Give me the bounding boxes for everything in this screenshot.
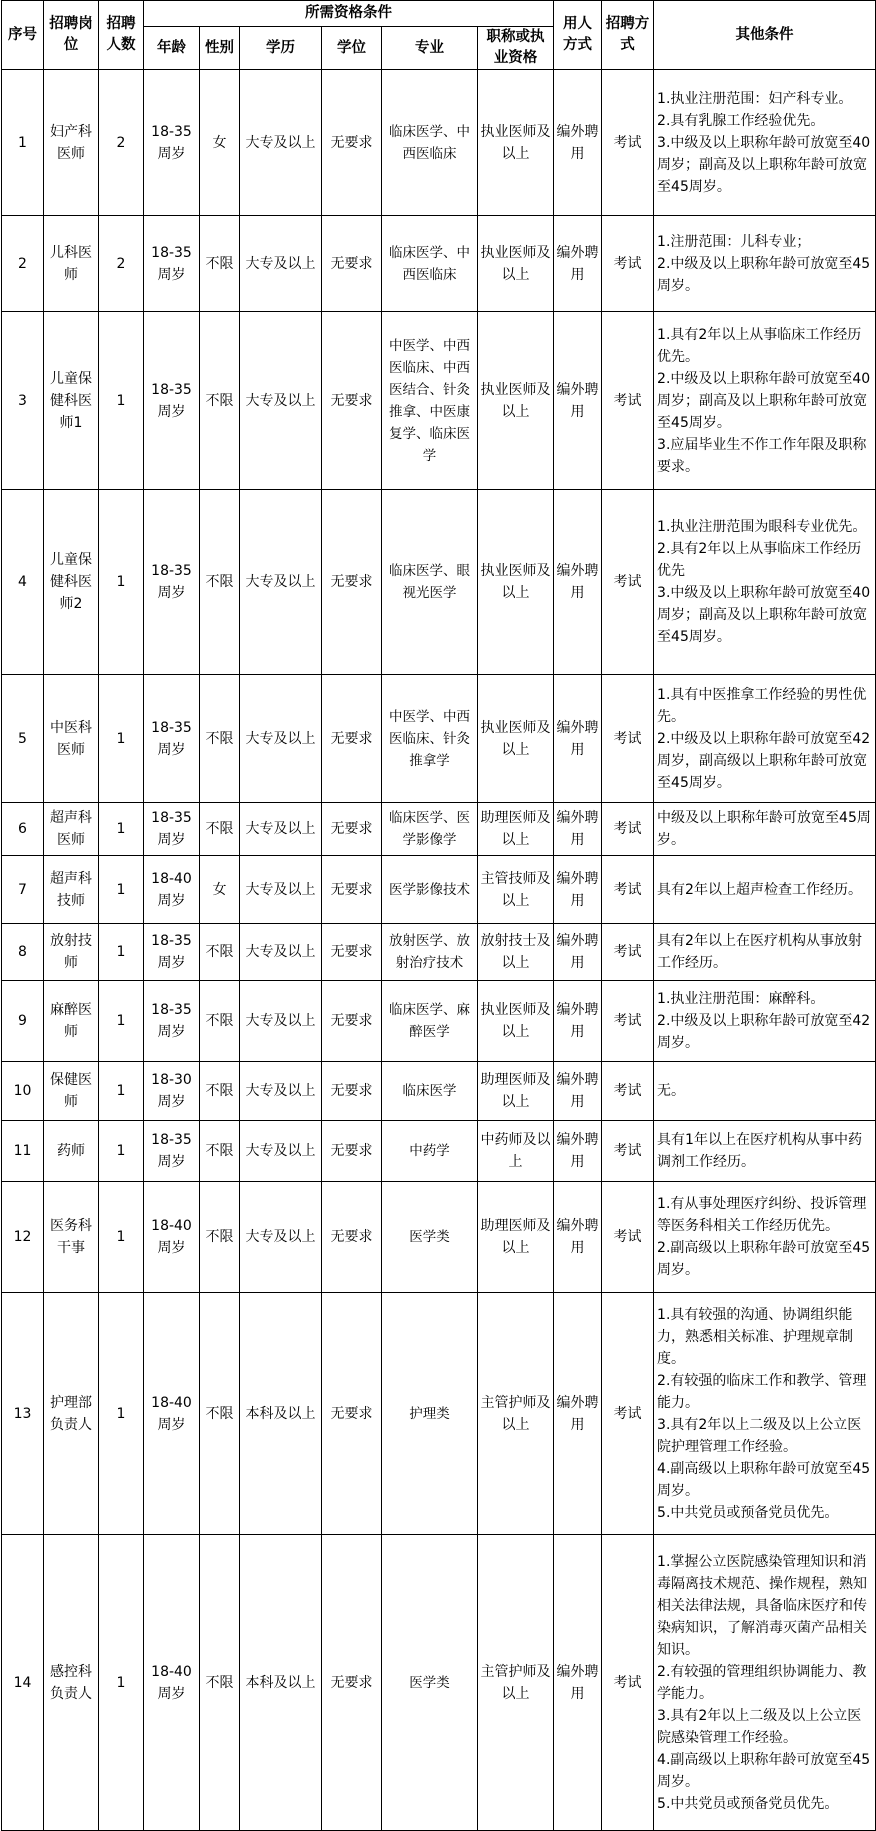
cell-other-conditions (654, 70, 876, 216)
cell-seq: 7 (2, 856, 44, 924)
cell-gender: 女 (200, 70, 240, 216)
cell-age: 18-35周岁 (144, 216, 200, 312)
table-row (2, 856, 876, 924)
cell-major: 临床医学、眼视光医学 (382, 490, 478, 675)
cell-major: 护理类 (382, 1293, 478, 1535)
cell-seq: 14 (2, 1535, 44, 1831)
cell-count: 1 (99, 803, 144, 856)
cell-employment: 编外聘用 (554, 70, 602, 216)
cell-other-conditions (654, 1121, 876, 1182)
cell-employment: 编外聘用 (554, 924, 602, 981)
table-row (2, 312, 876, 490)
other-condition-line: 中级及以上职称年龄可放宽至45周岁。 (657, 810, 871, 848)
cell-seq: 13 (2, 1293, 44, 1535)
other-condition-line: 具有2年以上超声检查工作经历。 (657, 881, 862, 898)
other-condition-line: 1.掌握公立医院感染管理知识和消毒隔离技术规范、操作规程，熟知相关法律法规，具备临床医疗和传染病知识，了解消毒灭菌产品相关知识。 (657, 1553, 868, 1658)
table-row (2, 216, 876, 312)
cell-position: 护理部负责人 (44, 1293, 99, 1535)
cell-seq: 9 (2, 981, 44, 1062)
cell-count: 2 (99, 216, 144, 312)
cell-degree: 无要求 (322, 856, 382, 924)
cell-count: 1 (99, 1182, 144, 1293)
header-other: 其他条件 (654, 1, 876, 70)
header-recruit-method: 招聘方式 (602, 1, 654, 70)
cell-count: 1 (99, 1535, 144, 1831)
cell-title-cert: 助理医师及以上 (478, 803, 554, 856)
other-condition-line: 1.执业注册范围：麻醉科。 (657, 991, 825, 1007)
cell-major: 医学影像技术 (382, 856, 478, 924)
cell-gender: 不限 (200, 1062, 240, 1121)
cell-position: 医务科干事 (44, 1182, 99, 1293)
cell-age: 18-35周岁 (144, 312, 200, 490)
other-condition-line: 3.应届毕业生不作工作年限及职称要求。 (657, 436, 867, 475)
other-condition-line: 1.执业注册范围：妇产科专业。 (657, 90, 853, 107)
cell-degree: 无要求 (322, 924, 382, 981)
cell-position: 超声科技师 (44, 856, 99, 924)
cell-gender: 女 (200, 856, 240, 924)
cell-title-cert: 助理医师及以上 (478, 1062, 554, 1121)
header-row-1 (2, 1, 876, 27)
cell-employment: 编外聘用 (554, 312, 602, 490)
cell-employment: 编外聘用 (554, 1535, 602, 1831)
table-row (2, 675, 876, 803)
cell-major: 中医学、中西医临床、中西医结合、针灸推拿、中医康复学、临床医学 (382, 312, 478, 490)
cell-age: 18-40周岁 (144, 1182, 200, 1293)
cell-major: 临床医学、中西医临床 (382, 216, 478, 312)
cell-position: 儿科医师 (44, 216, 99, 312)
cell-position: 保健医师 (44, 1062, 99, 1121)
cell-count: 1 (99, 312, 144, 490)
cell-title-cert: 主管护师及以上 (478, 1293, 554, 1535)
cell-count: 1 (99, 1062, 144, 1121)
cell-employment: 编外聘用 (554, 1062, 602, 1121)
other-condition-line: 4.副高级以上职称年龄可放宽至45周岁。 (657, 1751, 871, 1790)
cell-seq: 12 (2, 1182, 44, 1293)
cell-seq: 3 (2, 312, 44, 490)
cell-other-conditions (654, 856, 876, 924)
cell-seq: 1 (2, 70, 44, 216)
cell-other-conditions (654, 216, 876, 312)
table-row (2, 803, 876, 856)
cell-age: 18-35周岁 (144, 1121, 200, 1182)
cell-education: 大专及以上 (240, 1182, 322, 1293)
cell-recruit-method: 考试 (602, 312, 654, 490)
cell-count: 1 (99, 490, 144, 675)
cell-major: 医学类 (382, 1182, 478, 1293)
other-condition-line: 2.中级及以上职称年龄可放宽至45周岁。 (657, 255, 871, 294)
other-condition-line: 5.中共党员或预备党员优先。 (657, 1504, 839, 1521)
cell-position: 超声科医师 (44, 803, 99, 856)
table-row (2, 924, 876, 981)
cell-seq: 5 (2, 675, 44, 803)
other-condition-line: 3.具有2年以上二级及以上公立医院感染管理工作经验。 (657, 1707, 862, 1746)
cell-major: 临床医学、中西医临床 (382, 70, 478, 216)
cell-recruit-method: 考试 (602, 856, 654, 924)
other-condition-line: 无。 (657, 1083, 686, 1099)
other-condition-line: 具有2年以上在医疗机构从事放射工作经历。 (657, 933, 862, 971)
cell-employment: 编外聘用 (554, 490, 602, 675)
cell-degree: 无要求 (322, 70, 382, 216)
cell-education: 大专及以上 (240, 490, 322, 675)
cell-employment: 编外聘用 (554, 216, 602, 312)
cell-gender: 不限 (200, 675, 240, 803)
cell-major: 临床医学、麻醉医学 (382, 981, 478, 1062)
table-row (2, 1121, 876, 1182)
cell-seq: 8 (2, 924, 44, 981)
cell-recruit-method: 考试 (602, 981, 654, 1062)
cell-education: 大专及以上 (240, 1062, 322, 1121)
cell-position: 中医科医师 (44, 675, 99, 803)
cell-other-conditions (654, 803, 876, 856)
header-position: 招聘岗位 (44, 1, 99, 70)
cell-other-conditions (654, 924, 876, 981)
header-degree: 学位 (322, 27, 382, 70)
other-condition-line: 2.副高级以上职称年龄可放宽至45周岁。 (657, 1240, 871, 1278)
header-gender: 性别 (200, 27, 240, 70)
cell-major: 中医学、中西医临床、针灸推拿学 (382, 675, 478, 803)
cell-count: 2 (99, 70, 144, 216)
cell-other-conditions (654, 1293, 876, 1535)
cell-degree: 无要求 (322, 216, 382, 312)
recruitment-table (1, 0, 876, 1831)
cell-employment: 编外聘用 (554, 803, 602, 856)
other-condition-line: 3.具有2年以上二级及以上公立医院护理管理工作经验。 (657, 1416, 862, 1455)
cell-recruit-method: 考试 (602, 1535, 654, 1831)
other-condition-line: 2.有较强的管理组织协调能力、教学能力。 (657, 1663, 867, 1702)
table-row (2, 1182, 876, 1293)
cell-major: 中药学 (382, 1121, 478, 1182)
cell-gender: 不限 (200, 1121, 240, 1182)
cell-position: 放射技师 (44, 924, 99, 981)
header-title-cert: 职称或执业资格 (478, 27, 554, 70)
table-body (2, 70, 876, 1831)
cell-degree: 无要求 (322, 675, 382, 803)
cell-employment: 编外聘用 (554, 856, 602, 924)
table-row (2, 1535, 876, 1831)
cell-recruit-method: 考试 (602, 1062, 654, 1121)
cell-position: 感控科负责人 (44, 1535, 99, 1831)
cell-seq: 2 (2, 216, 44, 312)
cell-gender: 不限 (200, 1535, 240, 1831)
cell-education: 大专及以上 (240, 675, 322, 803)
cell-title-cert: 执业医师及以上 (478, 216, 554, 312)
cell-title-cert: 执业医师及以上 (478, 70, 554, 216)
other-condition-line: 2.中级及以上职称年龄可放宽至42周岁，副高级以上职称年龄可放宽至45周岁。 (657, 730, 871, 791)
cell-gender: 不限 (200, 924, 240, 981)
other-condition-line: 1.注册范围：儿科专业； (657, 233, 811, 250)
cell-title-cert: 中药师及以上 (478, 1121, 554, 1182)
cell-title-cert: 执业医师及以上 (478, 312, 554, 490)
cell-other-conditions (654, 312, 876, 490)
cell-education: 大专及以上 (240, 1121, 322, 1182)
cell-education: 大专及以上 (240, 312, 322, 490)
other-condition-line: 1.具有2年以上从事临床工作经历优先。 (657, 326, 862, 365)
other-condition-line: 3.中级及以上职称年龄可放宽至40周岁；副高及以上职称年龄可放宽至45周岁。 (657, 585, 871, 645)
cell-major: 临床医学、医学影像学 (382, 803, 478, 856)
other-condition-line: 1.执业注册范围为眼科专业优先。 (657, 519, 867, 535)
cell-employment: 编外聘用 (554, 1121, 602, 1182)
cell-degree: 无要求 (322, 1293, 382, 1535)
cell-age: 18-30周岁 (144, 1062, 200, 1121)
other-condition-line: 1.有从事处理医疗纠纷、投诉管理等医务科相关工作经历优先。 (657, 1196, 867, 1234)
cell-seq: 6 (2, 803, 44, 856)
cell-count: 1 (99, 981, 144, 1062)
header-count: 招聘人数 (99, 1, 144, 70)
cell-title-cert: 放射技士及以上 (478, 924, 554, 981)
cell-age: 18-35周岁 (144, 70, 200, 216)
cell-employment: 编外聘用 (554, 1293, 602, 1535)
cell-age: 18-35周岁 (144, 490, 200, 675)
other-condition-line: 1.具有较强的沟通、协调组织能力，熟悉相关标准、护理规章制度。 (657, 1306, 854, 1367)
cell-seq: 4 (2, 490, 44, 675)
other-condition-line: 5.中共党员或预备党员优先。 (657, 1795, 839, 1812)
header-qualification-group: 所需资格条件 (144, 1, 554, 27)
table-row (2, 1062, 876, 1121)
cell-recruit-method: 考试 (602, 1182, 654, 1293)
cell-seq: 11 (2, 1121, 44, 1182)
cell-gender: 不限 (200, 981, 240, 1062)
cell-gender: 不限 (200, 1182, 240, 1293)
cell-other-conditions (654, 1535, 876, 1831)
cell-education: 大专及以上 (240, 924, 322, 981)
header-education: 学历 (240, 27, 322, 70)
cell-age: 18-40周岁 (144, 856, 200, 924)
cell-employment: 编外聘用 (554, 1182, 602, 1293)
cell-other-conditions (654, 981, 876, 1062)
other-condition-line: 3.中级及以上职称年龄可放宽至40周岁；副高及以上职称年龄可放宽至45周岁。 (657, 134, 871, 195)
cell-recruit-method: 考试 (602, 70, 654, 216)
other-condition-line: 1.具有中医推拿工作经验的男性优先。 (657, 686, 867, 725)
cell-title-cert: 执业医师及以上 (478, 490, 554, 675)
cell-recruit-method: 考试 (602, 924, 654, 981)
cell-count: 1 (99, 675, 144, 803)
cell-degree: 无要求 (322, 490, 382, 675)
cell-recruit-method: 考试 (602, 803, 654, 856)
cell-education: 本科及以上 (240, 1293, 322, 1535)
table-row (2, 70, 876, 216)
cell-degree: 无要求 (322, 803, 382, 856)
cell-degree: 无要求 (322, 981, 382, 1062)
table-row (2, 490, 876, 675)
cell-position: 儿童保健科医师2 (44, 490, 99, 675)
other-condition-line: 具有1年以上在医疗机构从事中药调剂工作经历。 (657, 1132, 862, 1170)
cell-position: 麻醉医师 (44, 981, 99, 1062)
cell-age: 18-35周岁 (144, 981, 200, 1062)
cell-major: 医学类 (382, 1535, 478, 1831)
cell-major: 放射医学、放射治疗技术 (382, 924, 478, 981)
cell-count: 1 (99, 1121, 144, 1182)
cell-count: 1 (99, 856, 144, 924)
header-major: 专业 (382, 27, 478, 70)
other-condition-line: 2.具有乳腺工作经验优先。 (657, 112, 825, 129)
cell-title-cert: 主管护师及以上 (478, 1535, 554, 1831)
cell-recruit-method: 考试 (602, 216, 654, 312)
cell-age: 18-35周岁 (144, 803, 200, 856)
other-condition-line: 2.中级及以上职称年龄可放宽至40周岁；副高及以上职称年龄可放宽至45周岁。 (657, 370, 871, 431)
cell-position: 妇产科医师 (44, 70, 99, 216)
cell-position: 儿童保健科医师1 (44, 312, 99, 490)
cell-position: 药师 (44, 1121, 99, 1182)
cell-recruit-method: 考试 (602, 1121, 654, 1182)
other-condition-line: 2.具有2年以上从事临床工作经历优先 (657, 541, 862, 579)
cell-other-conditions (654, 1062, 876, 1121)
cell-age: 18-35周岁 (144, 924, 200, 981)
cell-education: 大专及以上 (240, 216, 322, 312)
cell-gender: 不限 (200, 490, 240, 675)
cell-gender: 不限 (200, 312, 240, 490)
header-seq: 序号 (2, 1, 44, 70)
table-row (2, 981, 876, 1062)
cell-other-conditions (654, 490, 876, 675)
cell-education: 大专及以上 (240, 856, 322, 924)
other-condition-line: 2.中级及以上职称年龄可放宽至42周岁。 (657, 1013, 871, 1051)
cell-recruit-method: 考试 (602, 1293, 654, 1535)
header-employment: 用人方式 (554, 1, 602, 70)
cell-recruit-method: 考试 (602, 490, 654, 675)
cell-count: 1 (99, 924, 144, 981)
cell-education: 大专及以上 (240, 70, 322, 216)
header-age: 年龄 (144, 27, 200, 70)
cell-seq: 10 (2, 1062, 44, 1121)
cell-gender: 不限 (200, 803, 240, 856)
cell-age: 18-40周岁 (144, 1535, 200, 1831)
cell-education: 大专及以上 (240, 981, 322, 1062)
other-condition-line: 4.副高级以上职称年龄可放宽至45周岁。 (657, 1460, 871, 1499)
cell-other-conditions (654, 1182, 876, 1293)
cell-title-cert: 助理医师及以上 (478, 1182, 554, 1293)
cell-gender: 不限 (200, 216, 240, 312)
cell-other-conditions (654, 675, 876, 803)
other-condition-line: 2.有较强的临床工作和教学、管理能力。 (657, 1372, 867, 1411)
cell-gender: 不限 (200, 1293, 240, 1535)
table-row (2, 1293, 876, 1535)
cell-employment: 编外聘用 (554, 675, 602, 803)
cell-employment: 编外聘用 (554, 981, 602, 1062)
cell-age: 18-40周岁 (144, 1293, 200, 1535)
cell-title-cert: 执业医师及以上 (478, 675, 554, 803)
cell-education: 大专及以上 (240, 803, 322, 856)
cell-title-cert: 执业医师及以上 (478, 981, 554, 1062)
cell-education: 本科及以上 (240, 1535, 322, 1831)
cell-degree: 无要求 (322, 312, 382, 490)
cell-age: 18-35周岁 (144, 675, 200, 803)
cell-degree: 无要求 (322, 1182, 382, 1293)
cell-degree: 无要求 (322, 1062, 382, 1121)
cell-count: 1 (99, 1293, 144, 1535)
cell-degree: 无要求 (322, 1535, 382, 1831)
cell-degree: 无要求 (322, 1121, 382, 1182)
cell-title-cert: 主管技师及以上 (478, 856, 554, 924)
cell-recruit-method: 考试 (602, 675, 654, 803)
cell-major: 临床医学 (382, 1062, 478, 1121)
